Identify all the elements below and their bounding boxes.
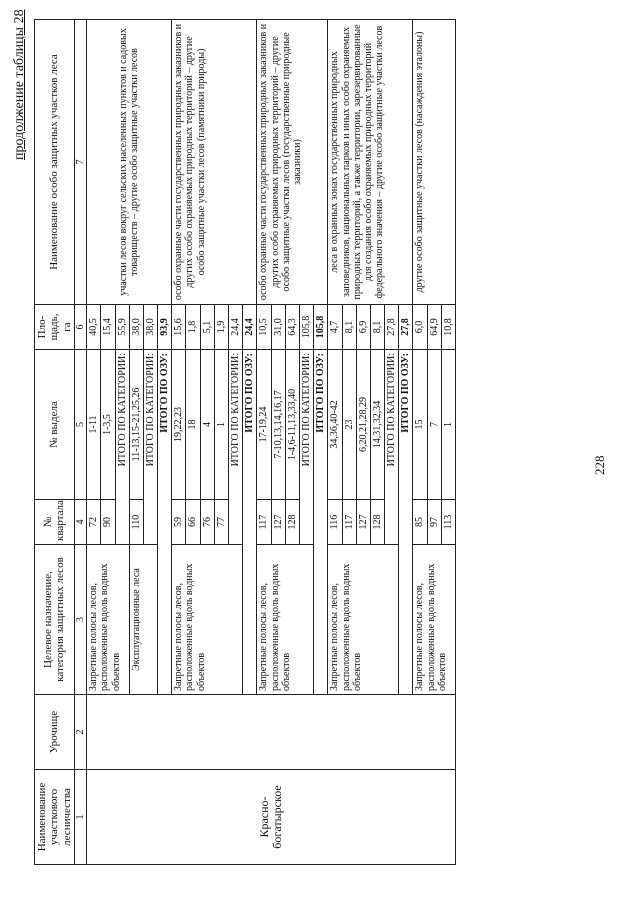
header-ozu-name: Наименование особо защитных участков леса: [35, 20, 75, 305]
col-number: 7: [74, 20, 86, 305]
ozu-name-cell: участки лесов вокруг сельских населенных пунктов и садовых товариществ – другие особо защитные участки лесов: [87, 20, 172, 305]
section-cell: 1: [441, 350, 455, 500]
header-quarter: № квартала: [35, 500, 75, 545]
area-cell: 5,1: [200, 305, 214, 350]
area-cell: 24,4: [229, 305, 243, 350]
category-cell: Запретные полосы лесов, расположенные вдоль водных объектов: [87, 545, 130, 695]
area-cell: 6,0: [413, 305, 427, 350]
category-cell: Запретные полосы лесов, расположенные вдоль водных объектов: [257, 545, 314, 695]
section-cell: 7: [427, 350, 441, 500]
ozu-total-label: ИТОГО ПО ОЗУ:: [243, 350, 257, 695]
subtotal-label: ИТОГО ПО КАТЕГОРИИ:: [299, 350, 313, 545]
section-cell: 19,22,23: [172, 350, 186, 500]
ozu-name-cell: леса в охранных зонах государственных природных заповедников, национальных парков и иных особо охраняемых природных территорий, а также территории, зарезервированные для создания особо охраняемых природных территорий федерального значения – другие особо защитные участки лесов: [328, 20, 413, 305]
section-cell: 15: [413, 350, 427, 500]
header-section: № выдела: [35, 350, 75, 500]
section-cell: 7-10,13,14,16,17: [271, 350, 285, 500]
ozu-total-label: ИТОГО ПО ОЗУ:: [158, 350, 172, 695]
quarter-cell: 66: [186, 500, 200, 545]
section-cell: 11-13,15-21,25,26: [129, 350, 143, 500]
section-cell: 4: [200, 350, 214, 500]
quarter-cell: 128: [285, 500, 299, 545]
quarter-cell: 59: [172, 500, 186, 545]
table-continuation-label: продолжение таблицы 28: [12, 9, 27, 160]
ozu-total-label: ИТОГО ПО ОЗУ:: [399, 350, 413, 695]
col-number: 2: [74, 695, 86, 770]
area-cell: 38,0: [129, 305, 143, 350]
column-number-row: [74, 20, 86, 865]
ozu-total-label: ИТОГО ПО ОЗУ:: [314, 350, 328, 695]
col-number: 6: [74, 305, 86, 350]
area-cell: 10,8: [441, 305, 455, 350]
header-row: [35, 20, 75, 865]
area-cell: 40,5: [87, 305, 101, 350]
subtotal-label: ИТОГО ПО КАТЕГОРИИ:: [115, 350, 129, 545]
col-number: 3: [74, 545, 86, 695]
section-cell: 23: [342, 350, 356, 500]
area-cell: 24,4: [243, 305, 257, 350]
section-cell: 34,36,40-42: [328, 350, 342, 500]
subtotal-label: ИТОГО ПО КАТЕГОРИИ:: [385, 350, 399, 545]
area-cell: 1,9: [214, 305, 228, 350]
area-cell: 4,7: [328, 305, 342, 350]
section-cell: 14,31,32,34: [370, 350, 384, 500]
quarter-cell: 128: [370, 500, 384, 545]
area-cell: 27,8: [385, 305, 399, 350]
header-tract: Урочище: [35, 695, 75, 770]
category-cell: Запретные полосы лесов, расположенные вдоль водных объектов: [172, 545, 243, 695]
tract-cell: [87, 695, 456, 770]
category-cell: Запретные полосы лесов, расположенные вдоль водных объектов: [328, 545, 399, 695]
section-cell: 18: [186, 350, 200, 500]
section-cell: 17-19,24: [257, 350, 271, 500]
quarter-cell: 90: [101, 500, 115, 545]
section-cell: 1-11: [87, 350, 101, 500]
section-cell: 1-3,5: [101, 350, 115, 500]
subtotal-label: ИТОГО ПО КАТЕГОРИИ:: [143, 350, 157, 545]
ozu-table: [34, 19, 456, 865]
area-cell: 8,1: [342, 305, 356, 350]
area-cell: 8,1: [370, 305, 384, 350]
col-number: 5: [74, 350, 86, 500]
section-cell: 6,20,21,28,29: [356, 350, 370, 500]
header-forestry: Наименование участкового лесничества: [35, 770, 75, 865]
area-cell: 55,9: [115, 305, 129, 350]
ozu-name-cell: особо охранные части государственных природных заказников и других особо охраняемых природных территорий – другие особо защитные участки лесов (государственные природные заказники): [257, 20, 328, 305]
header-area: Пло-щадь, га: [35, 305, 75, 350]
ozu-name-cell: особо охранные части государственных природных заказников и других особо охраняемых природных территорий – другие особо защитные участки лесов (памятники природы): [172, 20, 257, 305]
quarter-cell: 117: [342, 500, 356, 545]
area-cell: 15,4: [101, 305, 115, 350]
area-cell: 27,8: [399, 305, 413, 350]
page-number: 228: [592, 455, 607, 475]
quarter-cell: 72: [87, 500, 101, 545]
section-cell: 1: [214, 350, 228, 500]
col-number: 4: [74, 500, 86, 545]
area-cell: 15,6: [172, 305, 186, 350]
area-cell: 105,8: [314, 305, 328, 350]
area-cell: 1,8: [186, 305, 200, 350]
area-cell: 6,9: [356, 305, 370, 350]
area-cell: 31,0: [271, 305, 285, 350]
area-cell: 93,9: [158, 305, 172, 350]
area-cell: 64,3: [285, 305, 299, 350]
quarter-cell: 97: [427, 500, 441, 545]
category-cell: Эксплуатационные леса: [129, 545, 157, 695]
quarter-cell: 116: [328, 500, 342, 545]
table-row: [87, 20, 101, 865]
quarter-cell: 76: [200, 500, 214, 545]
ozu-name-cell: другие особо защитные участки лесов (насаждения эталоны): [413, 20, 456, 305]
quarter-cell: 127: [356, 500, 370, 545]
category-cell: Запретные полосы лесов, расположенные вдоль водных объектов: [413, 545, 456, 695]
forestry-name: Красно-богатырское: [87, 770, 456, 865]
area-cell: 38,0: [143, 305, 157, 350]
quarter-cell: 85: [413, 500, 427, 545]
header-category: Целевое назначение, категория защитных лесов: [35, 545, 75, 695]
section-cell: 1-4,6-11,13,33,40: [285, 350, 299, 500]
subtotal-label: ИТОГО ПО КАТЕГОРИИ:: [229, 350, 243, 545]
area-cell: 105,8: [299, 305, 313, 350]
quarter-cell: 110: [129, 500, 143, 545]
quarter-cell: 77: [214, 500, 228, 545]
quarter-cell: 117: [257, 500, 271, 545]
col-number: 1: [74, 770, 86, 865]
quarter-cell: 127: [271, 500, 285, 545]
area-cell: 10,5: [257, 305, 271, 350]
area-cell: 64,9: [427, 305, 441, 350]
quarter-cell: 113: [441, 500, 455, 545]
